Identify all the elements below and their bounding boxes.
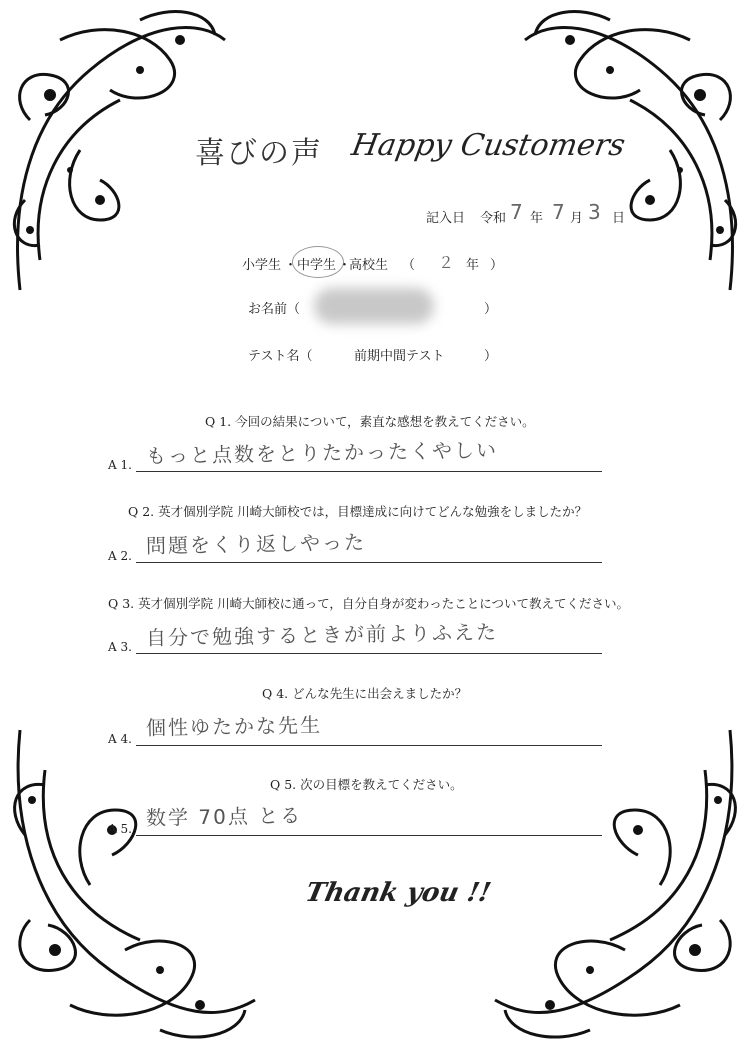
grade-elementary: 小学生 (242, 258, 282, 273)
title-japanese: 喜びの声 (195, 136, 323, 171)
question-5: Q 5. 次の目標を教えてください。 (270, 777, 463, 792)
question-1: Q 1. 今回の結果について，素直な感想を教えてください。 (205, 414, 535, 429)
answer-label-1: A 1. (108, 458, 132, 472)
grade-separator: ・ (338, 258, 352, 273)
date-year-value: 7 (510, 200, 523, 224)
grade-open-paren: （ (402, 258, 416, 273)
date-era: 令和 (480, 211, 507, 226)
answer-line-1 (136, 471, 602, 472)
date-month-value: 7 (552, 200, 565, 224)
corner-ornament-bottom-right (490, 720, 750, 1050)
grade-value: ２ (438, 253, 455, 272)
date-day-unit: 日 (612, 211, 626, 226)
date-month-unit: 月 (570, 211, 584, 226)
answer-label-3: A 3. (108, 640, 132, 654)
thank-you-text: Thank you !! (302, 878, 494, 908)
date-year-unit: 年 (530, 211, 544, 226)
answer-4: 個性ゆたかな先生 (145, 712, 323, 740)
grade-close-paren: ） (490, 258, 504, 273)
grade-middle: 中学生 (297, 258, 337, 273)
answer-line-2 (136, 562, 602, 563)
answer-1: もっと点数をとりたかったくやしい (145, 437, 499, 468)
answer-line-3 (136, 653, 602, 654)
grade-separator: ・ (284, 258, 298, 273)
date-label: 記入日 (426, 211, 466, 226)
grade-high: 高校生 (349, 258, 389, 273)
grade-unit: 年 (466, 258, 480, 273)
answer-label-5: A 5. (108, 822, 132, 836)
answer-line-4 (136, 745, 602, 746)
answer-2: 問題をくり返しやった (145, 530, 367, 558)
question-3: Q 3. 英才個別学院 川崎大師校に通って，自分自身が変わったことについて教えてください。 (108, 596, 629, 611)
corner-ornament-bottom-left (0, 720, 260, 1050)
question-4: Q 4. どんな先生に出会えましたか？ (262, 686, 468, 701)
name-label: お名前（ (248, 302, 301, 317)
test-label: テスト名（ (248, 349, 313, 364)
answer-label-2: A 2. (108, 549, 132, 563)
test-value: 前期中間テスト (354, 349, 445, 364)
title-english: Happy Customers (348, 128, 628, 163)
answer-3: 自分で勉強するときが前よりふえた (145, 619, 499, 650)
name-redacted (314, 288, 434, 324)
date-day-value: 3 (588, 200, 601, 224)
question-2: Q 2. 英才個別学院 川崎大師校では，目標達成に向けてどんな勉強をしましたか？ (128, 504, 588, 519)
answer-5: 数学 70点 とる (145, 803, 303, 830)
name-close-paren: ） (484, 302, 498, 317)
test-close-paren: ） (484, 349, 498, 364)
answer-label-4: A 4. (108, 732, 132, 746)
answer-line-5 (136, 835, 602, 836)
